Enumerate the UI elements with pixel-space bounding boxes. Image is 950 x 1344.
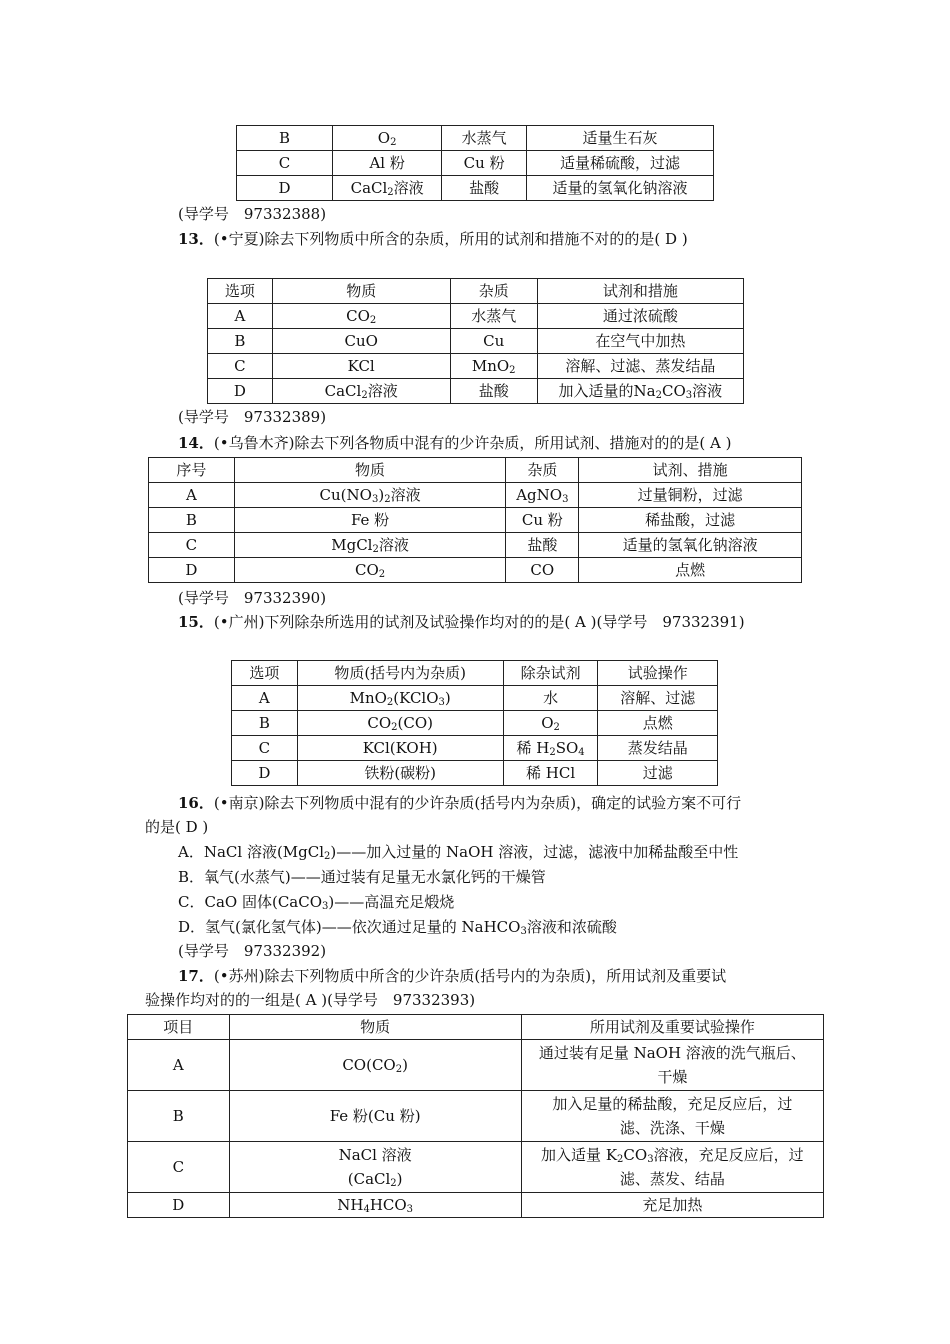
q13-table-row [208, 304, 744, 329]
q15-table-cell: $CO_2(CO)$ [297, 711, 503, 736]
q14-table-cell: 盐酸 [506, 533, 579, 558]
q12-table-cell: 适量生石灰 [526, 126, 713, 151]
q17-table-cell: $CO(CO_2)$ [229, 1040, 521, 1091]
q14-table-cell: 序号 [149, 458, 235, 483]
q15-table-cell: 过滤 [598, 761, 718, 786]
q15-table-cell: KCl(KOH) [297, 736, 503, 761]
q17-stem-line2: 验操作均对的的一组是( A )(导学号 97332393) [145, 991, 476, 1009]
q17-table-cell: A [128, 1040, 230, 1091]
q15-table-header-row [232, 661, 718, 686]
q17-table-cell: 加入足量的稀盐酸，充足反应后，过 滤、洗涤、干燥 [521, 1091, 823, 1142]
q17-table-row [128, 1040, 824, 1091]
q13-table-header-row [208, 279, 744, 304]
q16-guide-number: (导学号 97332392) [178, 942, 327, 960]
q12-table-cell: D [237, 176, 333, 201]
q14-text: (•乌鲁木齐)除去下列各物质中混有的少许杂质，所用试剂、措施对的的是( A ) [213, 434, 732, 452]
q12-table-cell: C [237, 151, 333, 176]
q14-number: 14． [178, 434, 214, 452]
q15-table-cell: MnO$_2$(KClO$_3$) [297, 686, 503, 711]
q13-table-cell: MnO$_2$ [450, 354, 537, 379]
q15-number: 15． [178, 613, 214, 631]
q12-table-cell: 盐酸 [442, 176, 527, 201]
q14-table-cell: CO [506, 558, 579, 583]
q14-table-cell: 稀盐酸，过滤 [579, 508, 802, 533]
q14-table-row [149, 483, 802, 508]
q15-table-cell: 稀 $H_2SO_4$ [503, 736, 598, 761]
q14-table-cell: 点燃 [579, 558, 802, 583]
q17-table-cell: $NH_4HCO_3$ [229, 1193, 521, 1218]
q16-option-c: C．CaO 固体(CaCO$_3$)——高温充足煅烧 [178, 893, 455, 912]
q16-number: 16． [178, 794, 214, 812]
q15-table-cell: 稀 HCl [503, 761, 598, 786]
q14-table-row [149, 558, 802, 583]
q12-guide-number: (导学号 97332388) [178, 205, 327, 223]
q14-table-row [149, 508, 802, 533]
q15-table-cell: 铁粉(碳粉) [297, 761, 503, 786]
q15-table-cell: 选项 [232, 661, 298, 686]
q12-table-cell: 适量的氢氧化钠溶液 [526, 176, 713, 201]
q15-stem [178, 611, 745, 633]
q12-table-row [237, 151, 714, 176]
q17-table-header-cell: 物质 [229, 1015, 521, 1040]
q13-table-row [208, 329, 744, 354]
q17-text-line1: (•苏州)除去下列物质中所含的少许杂质(括号内的为杂质)，所用试剂及重要试 [213, 967, 727, 985]
q17-table-cell: 通过装有足量 NaOH 溶液的洗气瓶后、 干燥 [521, 1040, 823, 1091]
q13-table-cell: 盐酸 [450, 379, 537, 404]
q14-table-cell: B [149, 508, 235, 533]
q16-option-b: B．氧气(水蒸气)——通过装有足量无水氯化钙的干燥管 [178, 868, 546, 886]
q12-table-cell: B [237, 126, 333, 151]
q13-table-row [208, 379, 744, 404]
q15-table-cell: 除杂试剂 [503, 661, 598, 686]
q15-table-cell: $O_2$ [503, 711, 598, 736]
q12-table-cell: 水蒸气 [442, 126, 527, 151]
q14-table-cell: 试剂、措施 [579, 458, 802, 483]
q15-table-cell: 溶解、过滤 [598, 686, 718, 711]
q13-table-cell: A [208, 304, 273, 329]
q15-table-cell: B [232, 711, 298, 736]
q17-number: 17． [178, 967, 214, 985]
q13-table-cell: CaCl$_2$溶液 [272, 379, 450, 404]
q12-table-cell: $O_2$ [332, 126, 441, 151]
q13-number: 13． [178, 230, 214, 248]
q14-table-cell: 适量的氢氧化钠溶液 [579, 533, 802, 558]
q14-table-cell: A [149, 483, 235, 508]
q16-option-d: D．氢气(氯化氢气体)——依次通过足量的 NaHCO$_3$溶液和浓硫酸 [178, 918, 617, 937]
q13-text: (•宁夏)除去下列物质中所含的杂质，所用的试剂和措施不对的的是( D ) [213, 230, 688, 248]
q13-table-cell: CuO [272, 329, 450, 354]
q17-table-cell: NaCl 溶液 (CaCl$_2$) [229, 1142, 521, 1193]
q14-table-cell: $Cu(NO_3)_2$溶液 [234, 483, 506, 508]
q13-table-cell: 溶解、过滤、蒸发结晶 [537, 354, 743, 379]
q15-table-row [232, 686, 718, 711]
q13-table-cell: 试剂和措施 [537, 279, 743, 304]
q14-table-cell: 物质 [234, 458, 506, 483]
q17-table-header-row [128, 1015, 824, 1040]
q13-table-cell: D [208, 379, 273, 404]
q12-table [236, 125, 714, 201]
q15-table-row [232, 761, 718, 786]
q13-table-cell: 在空气中加热 [537, 329, 743, 354]
q13-table-cell: $CO_2$ [272, 304, 450, 329]
q17-table-row [128, 1091, 824, 1142]
q14-table-cell: Fe 粉 [234, 508, 506, 533]
q14-guide-number: (导学号 97332390) [178, 589, 327, 607]
q14-table-cell: 杂质 [506, 458, 579, 483]
q15-table [231, 660, 718, 786]
q17-table [127, 1014, 824, 1218]
q15-table-cell: 水 [503, 686, 598, 711]
q14-table [148, 457, 802, 583]
q12-table-cell: 适量稀硫酸，过滤 [526, 151, 713, 176]
q15-table-row [232, 711, 718, 736]
q14-table-header-row [149, 458, 802, 483]
q15-table-cell: 物质(括号内为杂质) [297, 661, 503, 686]
q13-table-row [208, 354, 744, 379]
q13-table-cell: B [208, 329, 273, 354]
q12-table-row [237, 126, 714, 151]
q13-table-cell: 物质 [272, 279, 450, 304]
q14-table-cell: AgNO$_3$ [506, 483, 579, 508]
q15-table-cell: C [232, 736, 298, 761]
q14-table-cell: $CO_2$ [234, 558, 506, 583]
q17-table-header-cell: 项目 [128, 1015, 230, 1040]
q13-table-cell: 通过浓硫酸 [537, 304, 743, 329]
q15-table-cell: A [232, 686, 298, 711]
q15-table-cell: 点燃 [598, 711, 718, 736]
q15-table-cell: D [232, 761, 298, 786]
q16-option-a: A．NaCl 溶液(MgCl$_2$)——加入过量的 NaOH 溶液，过滤，滤液中加稀盐酸至中性 [178, 843, 739, 862]
q17-table-header-cell: 所用试剂及重要试验操作 [521, 1015, 823, 1040]
q13-table-cell: KCl [272, 354, 450, 379]
q16-text-line1: (•南京)除去下列物质中混有的少许杂质(括号内为杂质)，确定的试验方案不可行 [213, 794, 742, 812]
q13-table-cell: C [208, 354, 273, 379]
q17-table-row [128, 1142, 824, 1193]
q12-table-cell: Al 粉 [332, 151, 441, 176]
q12-table-row [237, 176, 714, 201]
q13-table-cell: 水蒸气 [450, 304, 537, 329]
q17-table-cell: B [128, 1091, 230, 1142]
q14-table-cell: Cu 粉 [506, 508, 579, 533]
q16-stem-line2: 的是( D ) [145, 818, 209, 836]
q17-table-cell: D [128, 1193, 230, 1218]
q17-table-cell: Fe 粉(Cu 粉) [229, 1091, 521, 1142]
q14-table-cell: D [149, 558, 235, 583]
q15-table-cell: 试验操作 [598, 661, 718, 686]
q17-table-cell: 充足加热 [521, 1193, 823, 1218]
q14-table-cell: 过量铜粉，过滤 [579, 483, 802, 508]
q12-table-cell: Cu 粉 [442, 151, 527, 176]
q13-table-cell: 杂质 [450, 279, 537, 304]
q13-guide-number: (导学号 97332389) [178, 408, 327, 426]
q13-table-cell: 选项 [208, 279, 273, 304]
q14-table-row [149, 533, 802, 558]
q17-table-row [128, 1193, 824, 1218]
q15-text: (•广州)下列除杂所选用的试剂及试验操作均对的的是( A )(导学号 97332391) [213, 613, 745, 631]
q13-stem [178, 228, 688, 250]
q13-table-cell: Cu [450, 329, 537, 354]
q14-table-cell: MgCl$_2$溶液 [234, 533, 506, 558]
q13-table-cell: 加入适量的$Na_2CO_3$溶液 [537, 379, 743, 404]
q14-table-cell: C [149, 533, 235, 558]
q17-table-cell: 加入适量 $K_2CO_3$溶液，充足反应后，过 滤、蒸发、结晶 [521, 1142, 823, 1193]
q16-stem-line1 [178, 792, 741, 814]
q13-table [207, 278, 744, 404]
q14-stem [178, 432, 732, 454]
q12-table-cell: CaCl$_2$溶液 [332, 176, 441, 201]
q15-table-cell: 蒸发结晶 [598, 736, 718, 761]
q15-table-row [232, 736, 718, 761]
q17-stem-line1 [178, 965, 726, 987]
q17-table-cell: C [128, 1142, 230, 1193]
